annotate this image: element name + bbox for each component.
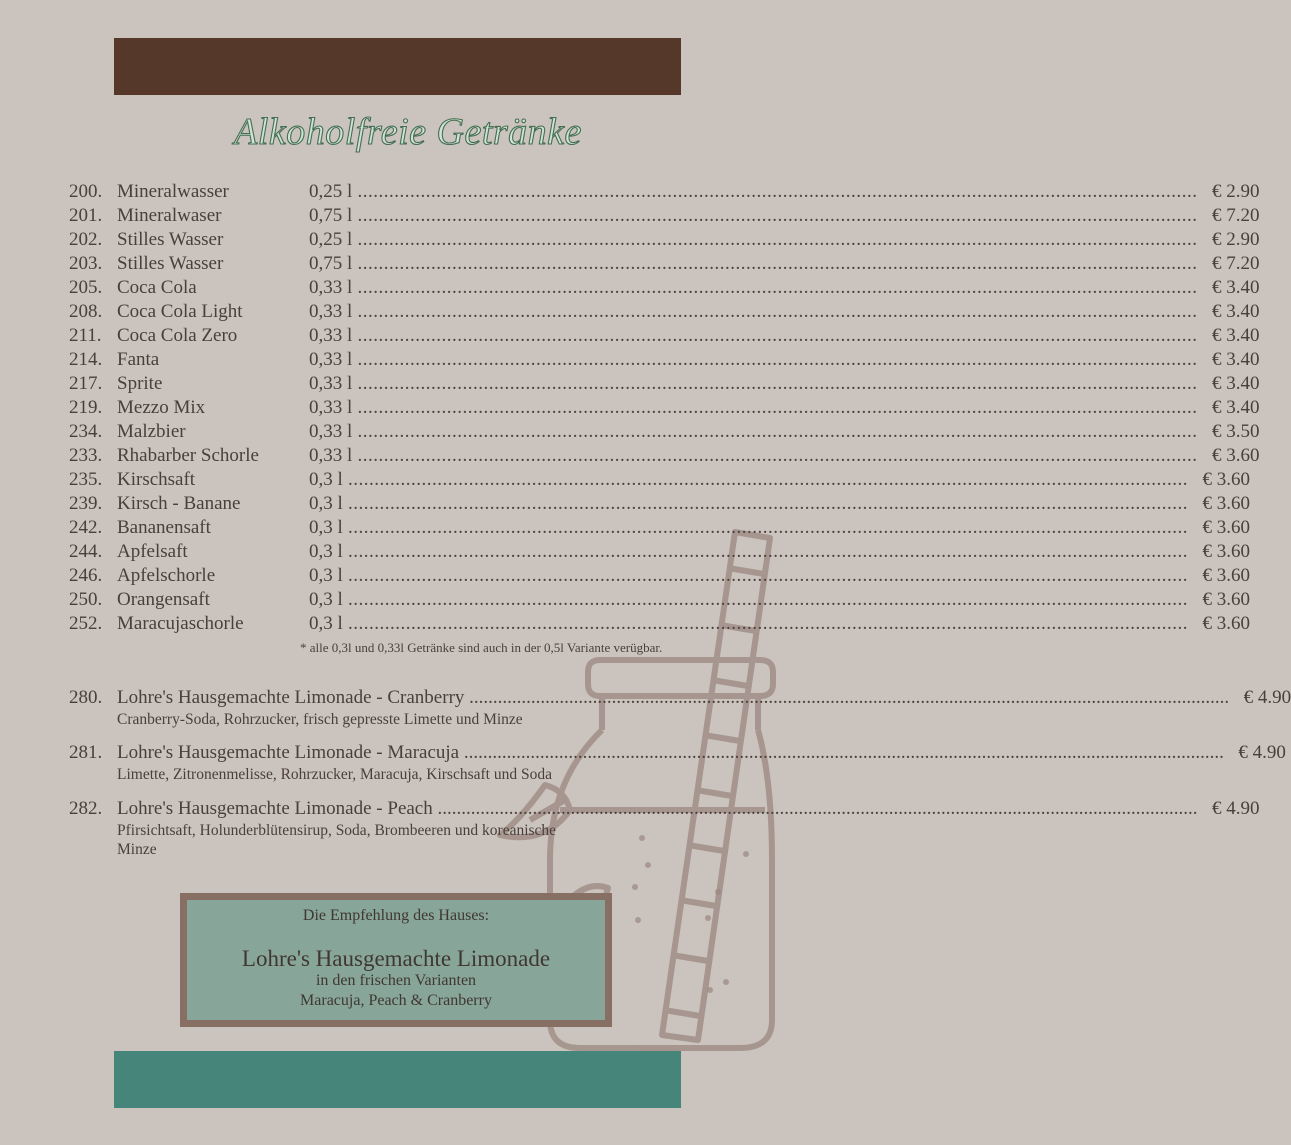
size-note: * alle 0,3l und 0,33l Getränke sind auch in der 0,5l Variante verügbar. bbox=[300, 640, 663, 655]
drink-row bbox=[69, 540, 1251, 564]
item-volume: 0,33 l ................................................................................................................................................................ bbox=[309, 373, 1198, 394]
drink-row bbox=[69, 420, 1260, 444]
item-description: Cranberry-Soda, Rohrzucker, frisch gepresste Limette und Minze bbox=[117, 711, 523, 728]
item-volume: 0,25 l ................................................................................................................................................................ bbox=[309, 181, 1198, 202]
item-name: Bananensaft bbox=[117, 517, 211, 538]
item-name: Stilles Wasser bbox=[117, 253, 224, 274]
recommendation-line2: Maracuja, Peach & Cranberry bbox=[300, 992, 492, 1009]
item-number: 282. bbox=[69, 798, 103, 819]
item-number: 214. bbox=[69, 349, 103, 370]
item-number: 239. bbox=[69, 493, 103, 514]
item-price: € 3.40 bbox=[1212, 349, 1260, 370]
item-name: Mineralwasser bbox=[117, 181, 229, 202]
item-name: Stilles Wasser bbox=[117, 229, 224, 250]
item-price: € 3.60 bbox=[1202, 589, 1251, 610]
menu-title: Alkoholfreie Getränke bbox=[234, 111, 582, 153]
item-name: Maracujaschorle bbox=[117, 613, 244, 634]
item-number: 233. bbox=[69, 445, 103, 466]
drink-row bbox=[69, 180, 1260, 204]
item-name: Kirsch - Banane bbox=[117, 493, 241, 514]
item-name: Coca Cola bbox=[117, 277, 197, 298]
item-price: € 7.20 bbox=[1212, 205, 1260, 226]
item-volume: 0,33 l ................................................................................................................................................................ bbox=[309, 349, 1198, 370]
item-name: Mezzo Mix bbox=[117, 397, 206, 418]
drink-row bbox=[69, 300, 1260, 324]
item-volume: 0,33 l ................................................................................................................................................................ bbox=[309, 325, 1198, 346]
limonade-item bbox=[69, 797, 1260, 859]
item-volume: 0,75 l ................................................................................................................................................................ bbox=[309, 253, 1198, 274]
item-price: € 7.20 bbox=[1212, 253, 1260, 274]
item-name: Apfelschorle bbox=[117, 565, 216, 586]
item-name: Malzbier bbox=[117, 421, 186, 442]
item-price: € 3.40 bbox=[1212, 301, 1260, 322]
drink-row bbox=[69, 252, 1260, 276]
item-volume: 0,33 l ................................................................................................................................................................ bbox=[309, 445, 1198, 466]
item-number: 203. bbox=[69, 253, 103, 274]
item-price: € 2.90 bbox=[1212, 229, 1260, 250]
footer-bar bbox=[114, 1051, 681, 1108]
item-volume: 0,33 l ................................................................................................................................................................ bbox=[309, 397, 1198, 418]
drink-row bbox=[69, 564, 1251, 588]
item-name: Lohre's Hausgemachte Limonade - Maracuja ................................................................................................................................................................ bbox=[117, 742, 1224, 763]
item-number: 200. bbox=[69, 181, 103, 202]
item-price: € 3.60 bbox=[1202, 469, 1251, 490]
item-name: Coca Cola Zero bbox=[117, 325, 238, 346]
item-name: Coca Cola Light bbox=[117, 301, 243, 322]
drink-row bbox=[69, 204, 1260, 228]
item-price: € 3.60 bbox=[1202, 613, 1251, 634]
drinks-list bbox=[69, 180, 1260, 636]
item-price: € 3.40 bbox=[1212, 397, 1260, 418]
item-name: Lohre's Hausgemachte Limonade - Peach ................................................................................................................................................................ bbox=[117, 798, 1198, 819]
item-price: € 3.40 bbox=[1212, 277, 1260, 298]
item-number: 217. bbox=[69, 373, 103, 394]
item-price: € 2.90 bbox=[1212, 181, 1260, 202]
drink-row bbox=[69, 516, 1251, 540]
item-number: 201. bbox=[69, 205, 103, 226]
drink-row bbox=[69, 588, 1251, 612]
item-volume: 0,33 l ................................................................................................................................................................ bbox=[309, 301, 1198, 322]
item-price: € 3.40 bbox=[1212, 325, 1260, 346]
item-number: 219. bbox=[69, 397, 103, 418]
item-volume: 0,33 l ................................................................................................................................................................ bbox=[309, 277, 1198, 298]
item-volume: 0,3 l ................................................................................................................................................................ bbox=[309, 517, 1189, 538]
item-volume: 0,33 l ................................................................................................................................................................ bbox=[309, 421, 1198, 442]
item-volume: 0,75 l ................................................................................................................................................................ bbox=[309, 205, 1198, 226]
recommendation-name: Lohre's Hausgemachte Limonade bbox=[241, 946, 551, 971]
header-bar bbox=[114, 38, 681, 95]
limonade-item bbox=[69, 741, 1286, 784]
item-number: 234. bbox=[69, 421, 103, 442]
drink-row bbox=[69, 228, 1260, 252]
item-number: 211. bbox=[69, 325, 102, 346]
item-volume: 0,3 l ................................................................................................................................................................ bbox=[309, 565, 1189, 586]
item-number: 250. bbox=[69, 589, 103, 610]
limonade-item bbox=[69, 686, 1291, 729]
item-name: Apfelsaft bbox=[117, 541, 188, 562]
item-volume: 0,3 l ................................................................................................................................................................ bbox=[309, 541, 1189, 562]
drink-row bbox=[69, 324, 1260, 348]
item-price: € 3.40 bbox=[1212, 373, 1260, 394]
drink-row bbox=[69, 348, 1260, 372]
drink-row bbox=[69, 492, 1251, 516]
item-number: 202. bbox=[69, 229, 103, 250]
drink-row bbox=[69, 396, 1260, 420]
item-description: Limette, Zitronenmelisse, Rohrzucker, Maracuja, Kirschsaft und Soda bbox=[117, 766, 552, 783]
item-number: 281. bbox=[69, 742, 103, 763]
item-price: € 4.90 bbox=[1238, 742, 1286, 763]
item-price: € 4.90 bbox=[1243, 687, 1291, 708]
drink-row bbox=[69, 612, 1251, 636]
item-price: € 4.90 bbox=[1212, 798, 1260, 819]
item-volume: 0,3 l ................................................................................................................................................................ bbox=[309, 613, 1189, 634]
drink-row bbox=[69, 276, 1260, 300]
item-name: Rhabarber Schorle bbox=[117, 445, 259, 466]
item-number: 280. bbox=[69, 687, 103, 708]
item-price: € 3.60 bbox=[1212, 445, 1260, 466]
item-volume: 0,3 l ................................................................................................................................................................ bbox=[309, 493, 1189, 514]
item-name: Fanta bbox=[117, 349, 160, 370]
item-number: 235. bbox=[69, 469, 103, 490]
item-volume: 0,3 l ................................................................................................................................................................ bbox=[309, 589, 1189, 610]
item-price: € 3.60 bbox=[1202, 565, 1251, 586]
item-name: Lohre's Hausgemachte Limonade - Cranberry ................................................................................................................................................................ bbox=[117, 687, 1230, 708]
recommendation-box bbox=[180, 893, 612, 1027]
drink-row bbox=[69, 444, 1260, 468]
drink-row bbox=[69, 372, 1260, 396]
drink-row bbox=[69, 468, 1251, 492]
item-name: Orangensaft bbox=[117, 589, 210, 610]
item-price: € 3.60 bbox=[1202, 493, 1251, 514]
item-number: 208. bbox=[69, 301, 103, 322]
item-number: 252. bbox=[69, 613, 103, 634]
item-volume: 0,3 l ................................................................................................................................................................ bbox=[309, 469, 1189, 490]
item-number: 244. bbox=[69, 541, 103, 562]
item-number: 246. bbox=[69, 565, 103, 586]
item-volume: 0,25 l ................................................................................................................................................................ bbox=[309, 229, 1198, 250]
item-description: Pfirsichtsaft, Holunderblütensirup, Soda, Brombeeren und koreanische Minze bbox=[117, 822, 557, 858]
item-name: Mineralwaser bbox=[117, 205, 222, 226]
item-number: 205. bbox=[69, 277, 103, 298]
item-name: Sprite bbox=[117, 373, 163, 394]
item-price: € 3.60 bbox=[1202, 541, 1251, 562]
item-price: € 3.50 bbox=[1212, 421, 1260, 442]
item-price: € 3.60 bbox=[1202, 517, 1251, 538]
recommendation-heading: Die Empfehlung des Hauses: bbox=[302, 907, 490, 924]
item-number: 242. bbox=[69, 517, 103, 538]
item-name: Kirschsaft bbox=[117, 469, 196, 490]
recommendation-line1: in den frischen Varianten bbox=[315, 972, 477, 989]
